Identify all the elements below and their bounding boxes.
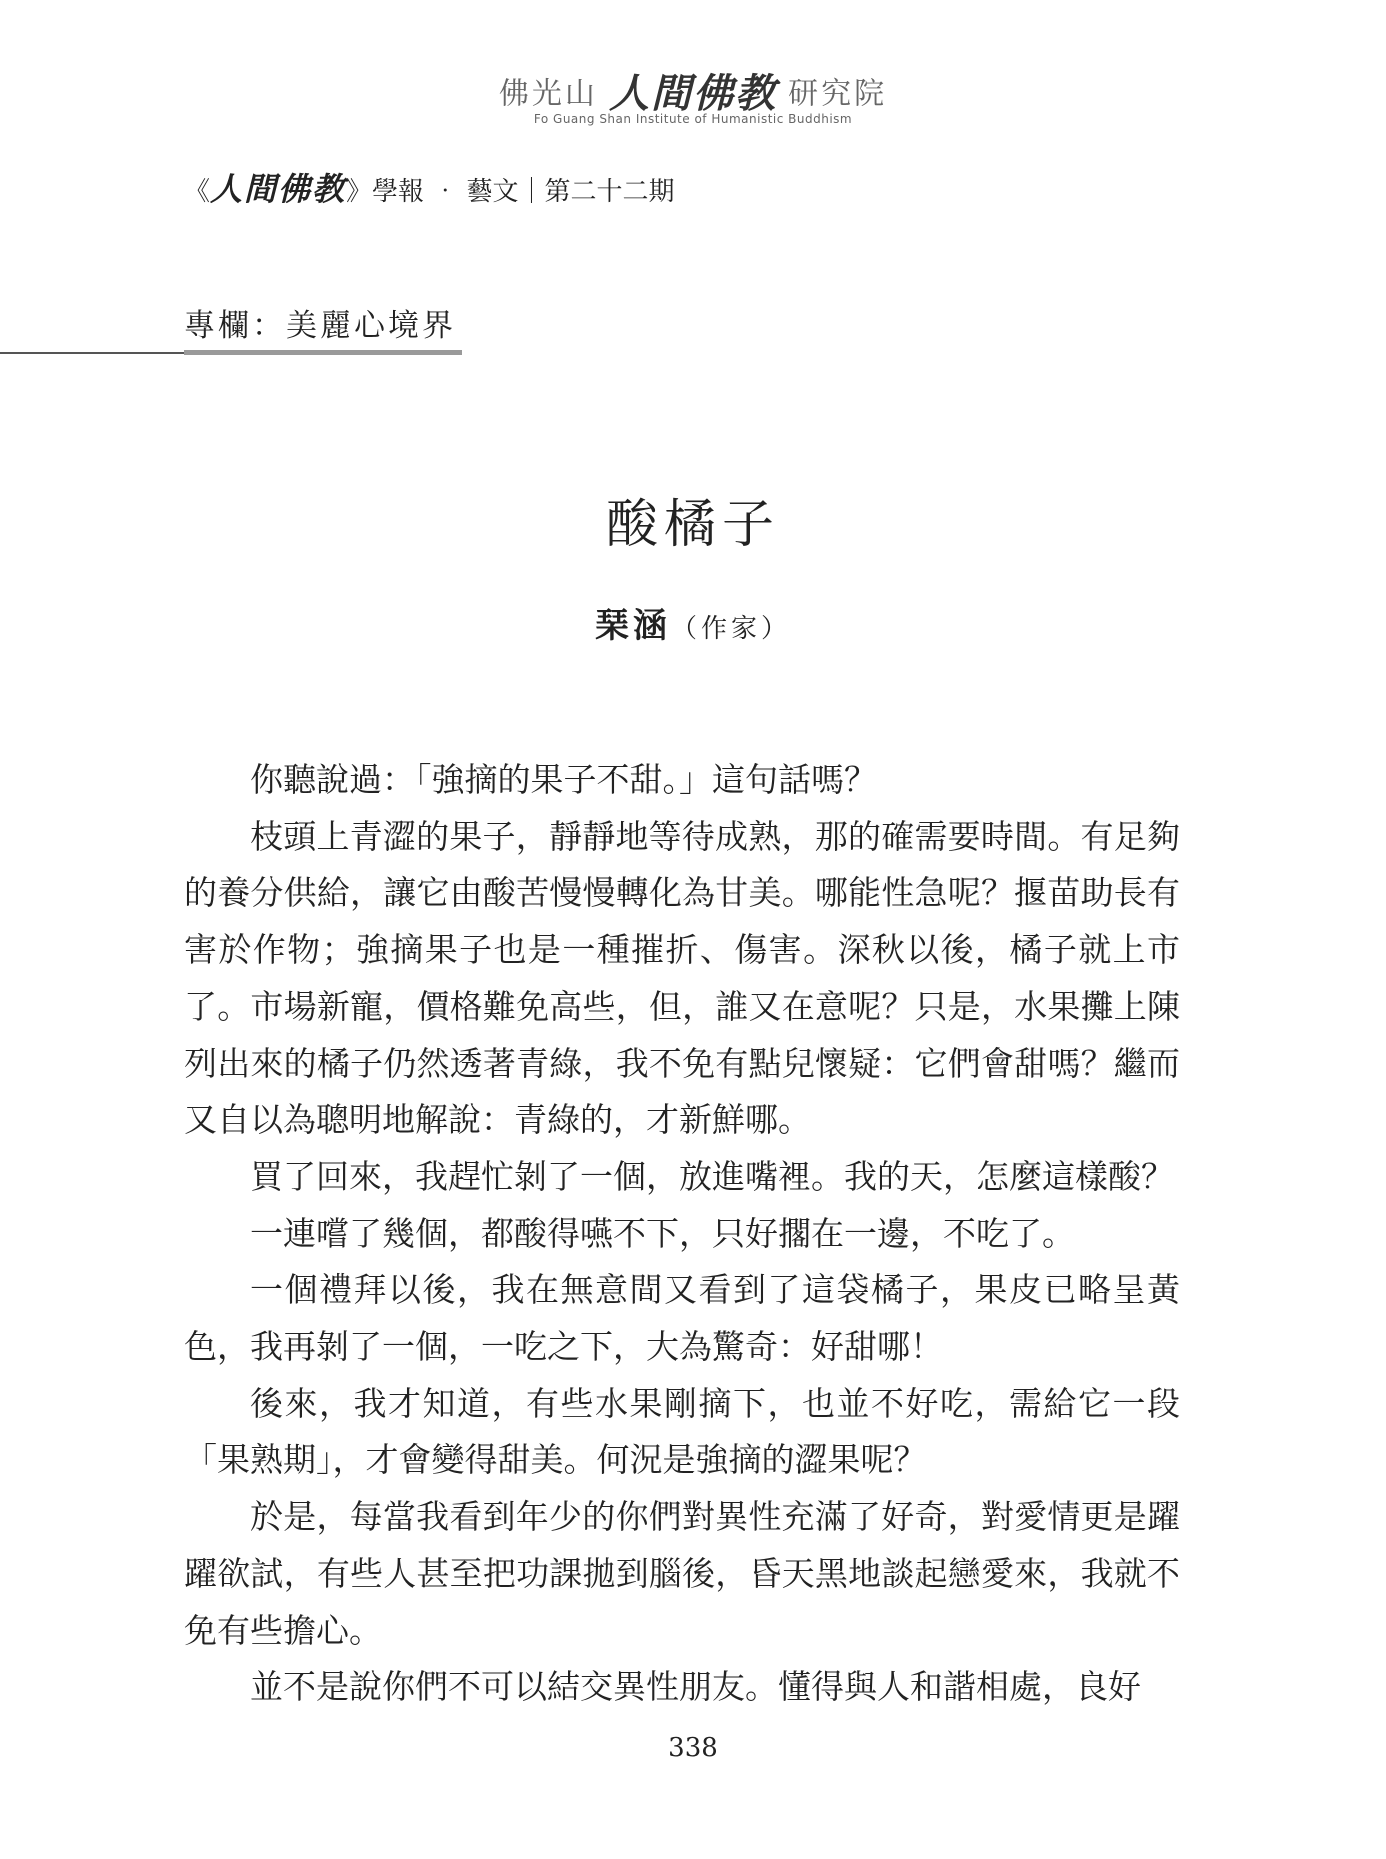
paragraph: 一連嚐了幾個，都酸得嚥不下，只好擱在一邊，不吃了。 xyxy=(250,1213,1075,1253)
institute-header xyxy=(0,62,1386,119)
journal-issue: 》學報 ‧ 藝文｜第二十二期 xyxy=(346,177,675,207)
paragraph: 並不是說你們不可以結交異性朋友。懂得與人和諧相處，良好 xyxy=(250,1667,1141,1707)
paragraph: 你聽說過：「強摘的果子不甜。」這句話嗎？ xyxy=(250,760,877,799)
page-number: 338 xyxy=(668,1733,718,1763)
paragraph: 於是，每當我看到年少的你們對異性充滿了好奇，對愛情更是躍躍欲試，有些人甚至把功課拋到腦後，昏天黑地談起戀愛來，我就不免有些擔心。 xyxy=(184,1497,1180,1650)
institute-prefix: 佛光山 xyxy=(498,76,598,112)
author-line xyxy=(0,598,1386,647)
journal-open-bracket: 《 xyxy=(184,177,211,207)
institute-suffix: 研究院 xyxy=(788,76,888,112)
paragraph: 買了回來，我趕忙剝了一個，放進嘴裡。我的天，怎麼這樣酸？ xyxy=(250,1156,1174,1196)
article-title: 酸橘子 xyxy=(605,495,780,555)
paragraph: 枝頭上青澀的果子，靜靜地等待成熟，那的確需要時間。有足夠的養分供給，讓它由酸苦慢慢轉化為甘美。哪能性急呢？揠苗助長有害於作物；強摘果子也是一種摧折、傷害。深秋以後，橘子就上市了。市場新寵，價格難免高些，但，誰又在意呢？只是，水果攤上陳列出來的橘子仍然透著青綠，我不免有點兒懷疑：它們會甜嗎？繼而又自以為聰明地解說：青綠的，才新鮮哪。 xyxy=(184,816,1180,1140)
institute-brand-logo: 人間佛教 xyxy=(609,70,777,117)
author-name: 琹涵 xyxy=(594,606,671,646)
article-body xyxy=(184,752,1180,1716)
column-label: 專欄：美麗心境界 xyxy=(184,308,456,344)
paragraph: 一個禮拜以後，我在無意間又看到了這袋橘子，果皮已略呈黃色，我再剝了一個，一吃之下，大為驚奇：好甜哪！ xyxy=(184,1270,1180,1367)
institute-english-name: Fo Guang Shan Institute of Humanistic Buddhism xyxy=(533,112,853,126)
paragraph: 後來，我才知道，有些水果剛摘下，也並不好吃，需給它一段「果熟期」，才會變得甜美。何況是強摘的澀果呢？ xyxy=(184,1383,1180,1480)
journal-brand-logo: 人間佛教 xyxy=(210,170,347,208)
author-role: （作家） xyxy=(670,614,791,644)
journal-header xyxy=(184,164,675,210)
column-underline xyxy=(184,350,462,355)
